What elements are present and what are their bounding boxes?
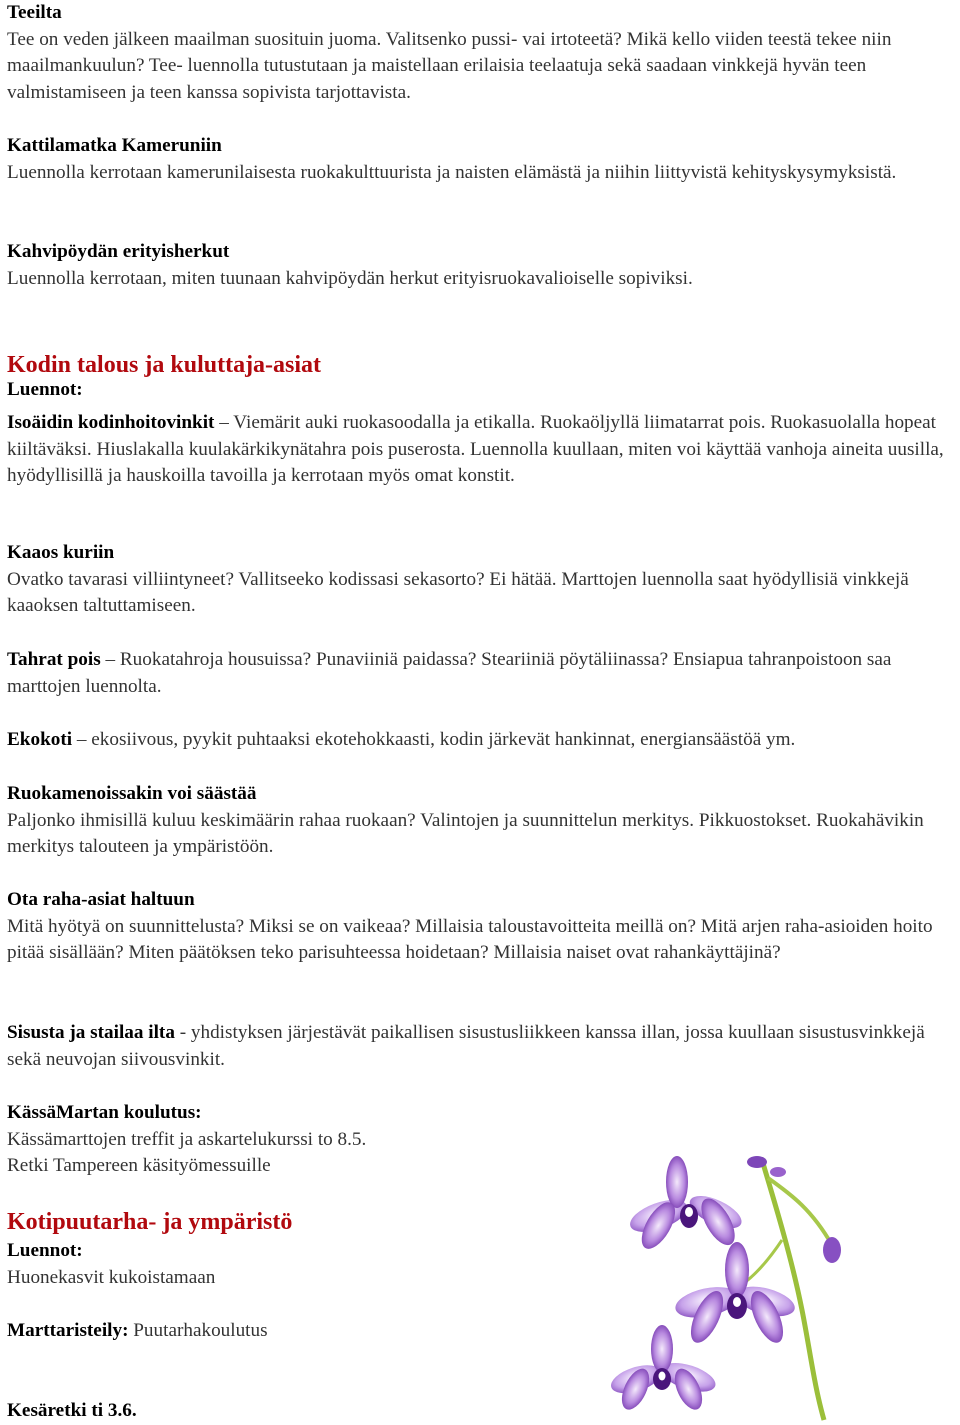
chaos-text: Ovatko tavarasi villiintyneet? Vallitseeko kodissasi sekasorto? Ei hätää. Marttojen luennolla saat hyödyllisiä vinkkejä kaaoksen taltuttamiseen. (7, 568, 909, 616)
eco-title: Ekokoti (7, 729, 73, 750)
stains-dash: – (105, 649, 116, 670)
grandma-title: Isoäidin kodinhoitovinkit (7, 412, 215, 433)
money-text: Mitä hyötyä on suunnittelusta? Miksi se on vaikeaa? Millaisia taloustavoitteita meillä on? Mitä arjen raha-asioiden hoito pitää sisällään? Miten päätöksen teko parisuhteessa hoidetaan? Millaisia naiset ovat rahankäyttäjinä? (7, 915, 933, 963)
craft-line-2: Retki Tampereen käsityömessuille (7, 1155, 271, 1176)
decor-block (7, 1020, 953, 1073)
food-title: Ruokamenoissakin voi säästää (7, 783, 257, 804)
decor-text: - yhdistyksen järjestävät paikallisen sisustusliikkeen kanssa illan, jossa kuullaan sisustusvinkkejä sekä neuvojan siivousvinkit. (7, 1022, 925, 1070)
home-section-title: Kodin talous ja kuluttaja-asiat (7, 352, 322, 378)
summer-trip-text: Kesäretki ti 3.6. (7, 1400, 137, 1421)
craft-line-1: Kässämarttojen treffit ja askartelukurssi to 8.5. (7, 1128, 367, 1150)
stains-block (7, 647, 953, 700)
eco-dash: – (76, 729, 87, 750)
bud-2 (770, 1167, 786, 1177)
chaos-block (7, 540, 953, 620)
bud-1 (747, 1156, 767, 1168)
stains-text: Ruokatahroja housuissa? Punaviiniä paidassa? Steariiniä pöytäliinassa? Ensiapua tahranpoistoon saa marttojen luennolta. (7, 649, 892, 697)
tea-title: Teeilta (7, 2, 62, 23)
grandma-text: Viemärit auki ruokasoodalla ja etikalla. Ruokaöljyllä liimatarrat pois. Ruokasuolalla hopeat kiiltäväksi. Hiuslakalla kuulakärkikynätahra pois puserosta. Luennolla kuullaan, miten voi käyttää vanhoja aineita uusilla, hyödyllisillä ja hauskoilla tavoilla ja kerrotaan myös omat konstit. (7, 412, 944, 486)
craft-title: KässäMartan koulutus: (7, 1102, 202, 1123)
food-block (7, 781, 953, 861)
chaos-title: Kaaos kuriin (7, 542, 115, 563)
home-lectures-label-text: Luennot: (7, 379, 83, 400)
cameroon-block (7, 133, 953, 186)
orchid-flower-1 (626, 1156, 746, 1254)
garden-trip-label: Marttaristeily: (7, 1320, 129, 1341)
money-title: Ota raha-asiat haltuun (7, 889, 195, 910)
decor-title: Sisusta ja stailaa ilta (7, 1022, 175, 1043)
coffee-block (7, 239, 953, 292)
cameroon-text: Luennolla kerrotaan kamerunilaisesta ruokakulttuurista ja naisten elämästä ja niihin liittyvistä kehityskysymyksistä. (7, 161, 897, 183)
tea-block (7, 0, 953, 106)
eco-block (7, 727, 953, 754)
garden-lecture-1: Huonekasvit kukoistamaan (7, 1266, 216, 1288)
garden-section-title: Kotipuutarha- ja ympäristö (7, 1209, 293, 1235)
cameroon-title: Kattilamatka Kameruniin (7, 135, 222, 156)
coffee-text: Luennolla kerrotaan, miten tuunaan kahvipöydän herkut erityisruokavalioiselle sopiviksi. (7, 267, 693, 289)
money-block (7, 887, 953, 967)
orchid-flower-2 (673, 1242, 798, 1347)
orchid-photo (592, 1150, 852, 1422)
grandma-dash: – (219, 412, 229, 433)
grandma-block (7, 410, 953, 490)
garden-trip-text: Puutarhakoulutus (133, 1320, 268, 1341)
garden-lectures-label: Luennot: (7, 1240, 83, 1261)
stains-title: Tahrat pois (7, 649, 101, 670)
home-lectures-label (7, 377, 953, 404)
coffee-title: Kahvipöydän erityisherkut (7, 241, 230, 262)
bud-3 (823, 1237, 841, 1263)
tea-text: Tee on veden jälkeen maailman suosituin juoma. Valitsenko pussi- vai irtoteetä? Mikä kello viiden teestä tekee niin maailmankuulun? Tee- luennolla tutustutaan ja maistellaan erilaisia teelaatuja sekä saadaan vinkkejä hyvän teen valmistamiseen ja teen kanssa sopivista tarjottavista. (7, 28, 892, 103)
food-text: Paljonko ihmisillä kuluu keskimäärin rahaa ruokaan? Valintojen ja suunnittelun merkitys. Pikkuostokset. Ruokahävikin merkitys talouteen ja ympäristöön. (7, 809, 924, 857)
eco-text: ekosiivous, pyykit puhtaaksi ekotehokkaasti, kodin järkevät hankinnat, energiansäästöä ym. (91, 729, 796, 750)
